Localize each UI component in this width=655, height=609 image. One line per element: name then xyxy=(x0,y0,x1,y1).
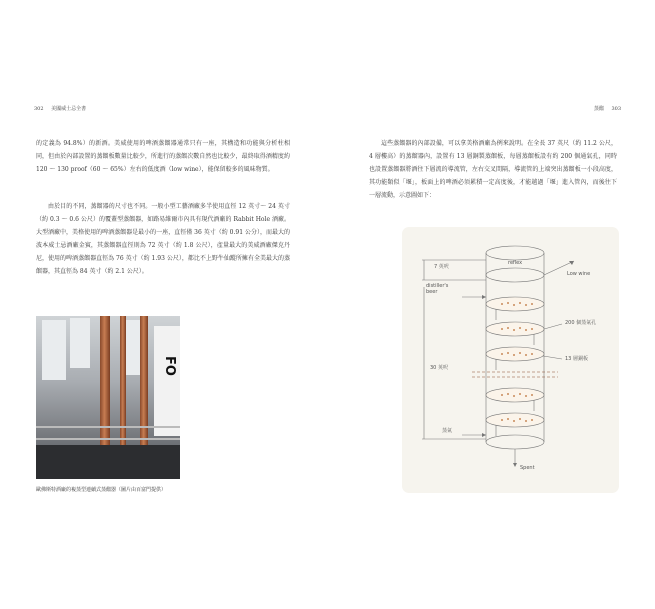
column-top-cap xyxy=(486,246,544,260)
plate-holes xyxy=(501,302,533,422)
reflex-plate xyxy=(486,268,544,282)
paragraph-1: 的定義為 94.8%）的新酒。美威使用的啤酒蒸餾器通常只有一座，其構造和功能與分析柱相同，但由於內部設置的蒸餾板數量比較少，所進行的蒸餾次數自然也比較少，最終取得酒精度約 120 ～ 130 proof（60 ～ 65%）左右的低度酒（low wine），能保留較多的風味物質。 xyxy=(36,140,290,173)
copper-plate xyxy=(486,388,544,402)
running-title-right: 蒸餾 xyxy=(593,106,604,112)
paragraph-2: 由於目的不同，蒸餾器的尺寸也不同。一般小型工藝酒廠多半使用直徑 12 英寸～ 24 英寸（約 0.3 ～ 0.6 公尺）的覆蓋型蒸餾器，如路易維爾市內具有現代酒廠的 Rabbit Hole 酒廠。大型酒廠中，美格使用的啤酒蒸餾器是最小的一座，直徑僅 36 英寸（約 0.91 公分），而最大的波本威士忌酒廠金賓，其蒸餾器直徑則為 72 英寸（約 1.8 公尺），產量最大的美威酒廠傑克丹尼，使用的啤酒蒸餾器直徑為 76 英寸（約 1.93 公尺），都比不上野牛仙蹤所擁有全美最大的蒸餾器，其直徑為 84 英寸（約 2.1 公尺）。 xyxy=(36,203,290,275)
label-plates: 13 層銅板 xyxy=(565,356,588,362)
label-distillers-beer: distiller's beer xyxy=(426,283,449,295)
label-steam: 蒸氣 xyxy=(442,428,453,434)
page-number-left: 302 xyxy=(34,106,44,112)
label-reflex: reflex xyxy=(508,260,523,266)
right-page xyxy=(327,0,655,609)
distillery-photo xyxy=(36,316,180,479)
photo-caption: 歐佛斯特酒廠的複蒸型連續式蒸餾器（圖片由百富門提供） xyxy=(36,487,167,493)
running-header-left xyxy=(34,105,92,112)
label-low-wine: Low wine xyxy=(567,271,591,277)
copper-plate xyxy=(486,347,544,361)
label-vent-holes: 200 個蒸氣孔 xyxy=(565,320,597,326)
left-page xyxy=(0,0,327,609)
label-7ft: 7 英呎 xyxy=(434,264,449,270)
label-spent: Spent xyxy=(520,465,535,471)
running-title-left: 美國威士忌全書 xyxy=(51,106,87,112)
running-header-right xyxy=(588,105,621,112)
copper-plate xyxy=(486,322,544,336)
label-30ft: 30 英呎 xyxy=(430,365,448,371)
column-bottom-cap xyxy=(486,435,544,449)
copper-plate xyxy=(486,413,544,427)
photo-sign-text: FO xyxy=(162,356,177,376)
paragraph-3: 這些蒸餾器的內部設備，可以拿美格酒廠為例來說明。在全長 37 英尺（約 11.2 公尺，4 層樓高）的蒸餾器內，設置有 13 層銅製蒸餾板，每層蒸餾板設有約 200 個通氣孔，同時也設置蒸餾器將酒往下層流的導流管，左右交叉間隔，導流管的上端突出蒸餾板一小段高度，其功能類似「堰」，板面上的啤酒必須累積一定高度後，才能越過「堰」進入管內，而後往下一層流動，示意圖如下： xyxy=(369,140,617,199)
page-number-right: 303 xyxy=(611,106,621,112)
beer-still-diagram xyxy=(402,227,619,493)
copper-plate xyxy=(486,297,544,311)
